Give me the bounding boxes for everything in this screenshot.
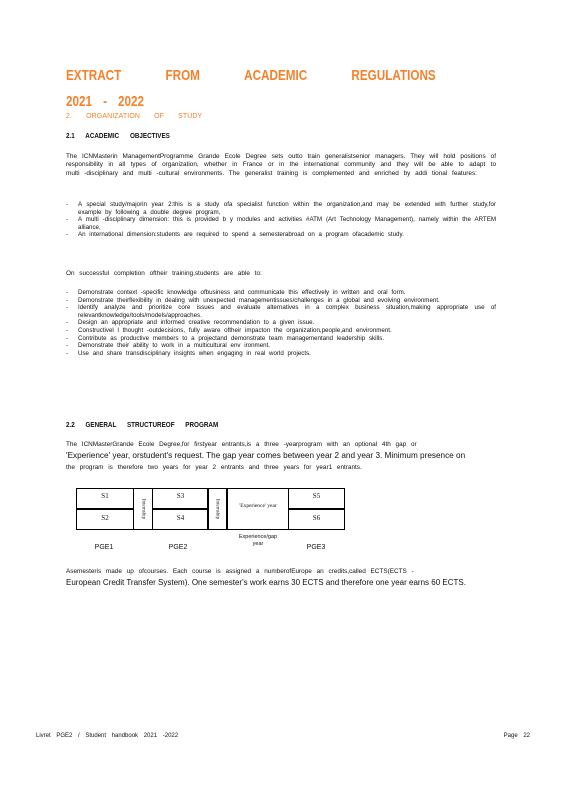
title-word: REGULATIONS xyxy=(351,67,436,84)
pge1-label: PGE1 xyxy=(94,544,114,551)
gap-year-box-label: 'Experience' year xyxy=(239,503,277,509)
gap-year-label: Experience/gap year xyxy=(238,534,278,547)
pge2-label: PGE2 xyxy=(168,544,188,551)
list-item: - A multi -disciplinary dimension: this is provided b y modules and activities #ATM (Art Technology Management), namely within the ARTEM alliance, xyxy=(66,216,496,231)
list-item: - Contribute as productive members to a projectand demonstrate team managementand leadership skills. xyxy=(66,335,496,343)
semester-box-year3 xyxy=(288,488,345,530)
list-item: - Demonstrate their ability to work in a multicultural env ironment. xyxy=(66,342,496,350)
title-word: FROM xyxy=(165,67,200,84)
semester-label: S4 xyxy=(176,514,185,522)
semester-label: S2 xyxy=(101,514,109,522)
semester-box-year1 xyxy=(76,488,134,530)
outcomes-list xyxy=(66,289,496,357)
page-footer xyxy=(36,733,530,739)
program-structure-diagram xyxy=(76,488,336,558)
internship-cell xyxy=(207,488,227,530)
document-year: 2021 - 2022 xyxy=(66,93,145,110)
document-title xyxy=(66,67,436,84)
list-item: - An international dimension:students are required to spend a semesterabroad on a program ofacademic study. xyxy=(66,231,496,239)
title-word: ACADEMIC xyxy=(244,67,308,84)
structure-line-1: The ICNMasterGrande Ecole Degree,for firstyear entrants,is a three -yearprogram with an optional 4th gap or xyxy=(66,441,417,448)
footer-handbook: Livret PGE2 / Student handbook 2021 -2022 xyxy=(36,733,179,739)
list-item: - Demonstrate theirflexibility in dealing with unexpected managementissues/challenges in a global and evolving environment. xyxy=(66,297,496,305)
list-item: - Use and share transdisciplinary insights when engaging in real world projects. xyxy=(66,350,496,358)
outcomes-intro: On successful completion oftheir training,students are able to: xyxy=(66,270,262,277)
ects-line-1: Asemesteris made up ofcourses. Each course is assigned a numberofEurope an credits,called ECTS(ECTS - xyxy=(66,568,414,575)
footer-page-number: Page 22 xyxy=(503,733,530,739)
section-label: 2. ORGANIZATION OF STUDY xyxy=(66,113,203,120)
list-item: - Identify analyze and prioritize core issues and evaluate alternatives in a complex business situation,making appropriate use of relevantknowledge/tools/models/approaches. xyxy=(66,304,496,319)
structure-line-2: 'Experience' year, orstudent's request. The gap year comes between year 2 and year 3. Minimum presence on xyxy=(66,451,466,460)
features-list xyxy=(66,201,496,239)
list-item: - Demonstrate context -specific knowledge ofbusiness and communicate this effectively in written and oral form. xyxy=(66,289,496,297)
list-item: - A special study/majorin year 2:this is a study ofa specialist function within the organization,and may be extended with further study,for example by following a double degree program, xyxy=(66,201,496,216)
list-item: - Constructivel l thought -outdecisions, fully aware oftheir impacton the organization,people,and environment. xyxy=(66,327,496,335)
semester-label: S3 xyxy=(176,492,185,500)
internship-cell xyxy=(133,488,153,530)
title-word: EXTRACT xyxy=(66,67,122,84)
pge3-label: PGE3 xyxy=(306,544,326,551)
semester-label: S5 xyxy=(312,492,321,500)
internship-label: Internship xyxy=(214,498,220,520)
internship-label: Internship xyxy=(140,498,146,520)
ects-line-2: European Credit Transfer System). One semester's work earns 30 ECTS and therefore one year earns 60 ECTS. xyxy=(66,578,466,587)
structure-line-3: the program is therefore two years for year 2 entrants and three years for year1 entrants. xyxy=(66,464,362,471)
semester-box-year2 xyxy=(152,488,209,530)
objectives-paragraph: The ICNMasterin ManagementProgramme Grande Ecole Degree sets outto train generalistsenior managers. They will hold positions of responsibility in all types of organization, whether in France or in the international community and they will be able to adapt to multi -disciplinary and multi -cultural environments. The generalist training is complemented and enriched by addi tional features: xyxy=(66,153,496,177)
heading-academic-objectives: 2.1 ACADEMIC OBJECTIVES xyxy=(66,133,170,140)
list-item: - Design an appropriate and informed creative recommendation to a given issue. xyxy=(66,319,496,327)
heading-general-structure: 2.2 GENERAL STRUCTUREOF PROGRAM xyxy=(66,422,219,429)
semester-label: S6 xyxy=(312,514,321,522)
semester-label: S1 xyxy=(101,492,109,500)
gap-year-box xyxy=(227,488,289,530)
